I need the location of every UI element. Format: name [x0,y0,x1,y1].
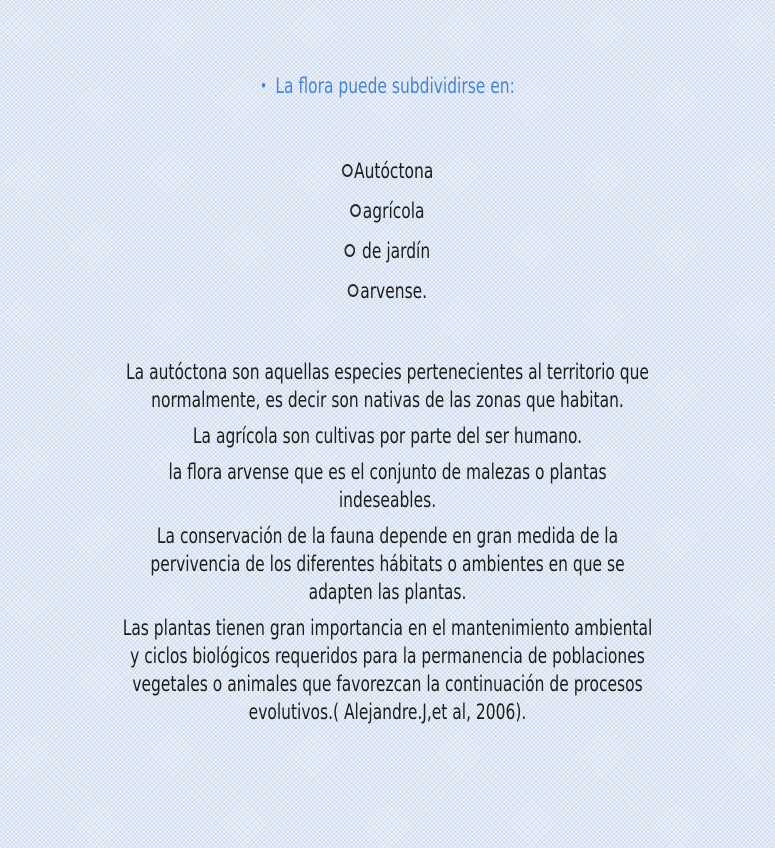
subtype-label: agrícola [362,199,425,223]
list-item [70,156,706,196]
circle-bullet-icon [348,284,359,297]
slide-heading [70,74,706,98]
paragraph-arvense [70,458,706,514]
paragraph-autoctona [70,358,706,414]
circle-bullet-icon [342,164,353,177]
text-line: y ciclos biológicos requeridos para la permanencia de poblaciones [130,644,645,668]
bullet-icon: • [260,76,268,95]
text-line: pervivencia de los diferentes hábitats o ambientes en que se [150,552,625,576]
circle-bullet-icon [350,204,361,217]
heading-text: La flora puede subdividirse en: [275,74,515,98]
text-line: La agrícola son cultivas por parte del ser humano. [192,424,583,448]
list-item [70,236,706,276]
text-line: indeseables. [338,488,437,512]
list-item [70,196,706,236]
flora-subtype-list [0,156,775,316]
circle-bullet-icon [345,244,356,257]
paragraph-agricola [70,422,706,450]
paragraph-importancia [70,614,706,726]
text-line: adapten las plantas. [308,580,467,604]
subtype-label: de jardín [357,239,431,263]
text-line: La autóctona son aquellas especies pertenecientes al territorio que [126,360,649,384]
text-line: evolutivos.( Alejandre.J,et al, 2006). [248,700,527,724]
text-line: normalmente, es decir son nativas de las zonas que habitan. [151,388,624,412]
text-line: La conservación de la fauna depende en gran medida de la [156,524,619,548]
text-line: la flora arvense que es el conjunto de malezas o plantas [168,460,607,484]
list-item [70,276,706,316]
subtype-label: arvense. [360,279,428,303]
text-line: Las plantas tienen gran importancia en el mantenimiento ambiental [122,616,653,640]
description-paragraphs [0,358,775,734]
paragraph-conservacion [70,522,706,606]
subtype-label: Autóctona [353,159,434,183]
text-line: vegetales o animales que favorezcan la continuación de procesos [132,672,643,696]
